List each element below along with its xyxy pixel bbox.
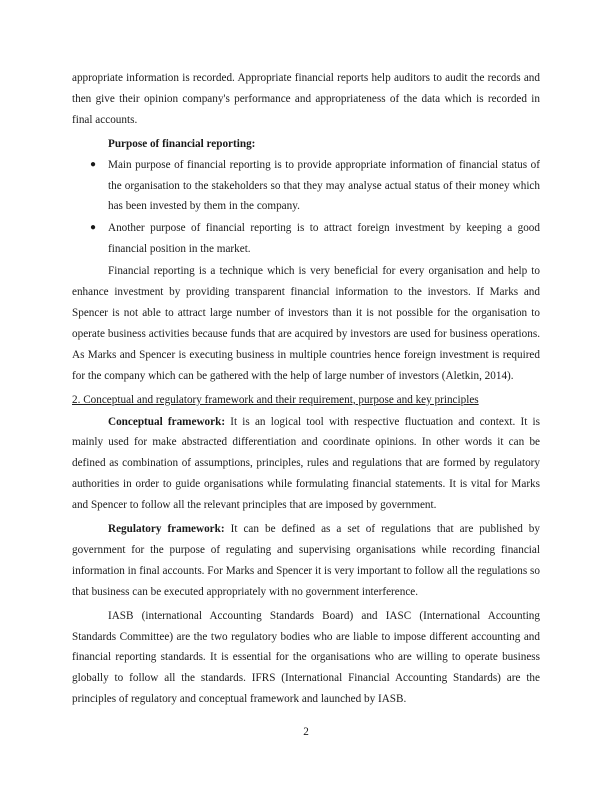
regulatory-framework-term: Regulatory framework: — [108, 523, 225, 536]
page-number: 2 — [303, 726, 309, 738]
purpose-bullet-list — [72, 155, 540, 261]
bullet-icon: ● — [90, 158, 97, 170]
bullet-text: Another purpose of financial reporting is to attract foreign investment by keeping a good financial position in the market. — [108, 222, 540, 256]
bullet-text: Main purpose of financial reporting is to provide appropriate information of financial status of the organisation to the stakeholders so that they may analyse actual status of their money which has been invested by them in the company. — [108, 158, 540, 213]
bullet-icon: ● — [90, 222, 97, 234]
list-item — [90, 218, 540, 260]
page-body — [72, 68, 540, 710]
iasb-paragraph: IASB (international Accounting Standards Board) and IASC (International Accounting Standards Committee) are the two regulatory bodies who are liable to impose different accounting and financial reporting standards. It is essential for the organisations who are willing to operate business globally to follow all the standards. IFRS (International Financial Accounting Standards) are the principles of regulatory and conceptual framework and launched by IASB. — [72, 609, 540, 706]
section-heading: 2. Conceptual and regulatory framework and their requirement, purpose and key principles — [72, 393, 479, 406]
conceptual-framework-term: Conceptual framework: — [108, 415, 226, 428]
technique-paragraph: Financial reporting is a technique which is very beneficial for every organisation and help to enhance investment by providing transparent financial information to the investors. If Marks and Spencer is not able to attract large number of investors than it is not possible for the organisation to operate business activities because funds that are acquired by investors are used for business operations. As Marks and Spencer is executing business in multiple countries hence foreign investment is required for the company which can be gathered with the help of large number of investors (Aletkin, 2014). — [72, 265, 540, 382]
purpose-heading: Purpose of financial reporting: — [108, 137, 256, 150]
intro-paragraph: appropriate information is recorded. Appropriate financial reports help auditors to audit the records and then give their opinion company's performance and appropriateness of the data which is recorded in final accounts. — [72, 72, 540, 126]
regulatory-framework-paragraph — [72, 519, 540, 603]
conceptual-framework-text: It is an logical tool with respective fluctuation and context. It is mainly used for make abstracted differentiation and coordinate opinions. In other words it can be defined as combination of assumptions, principles, rules and regulations that are formed by regulatory authorities in order to guide organisations while formulating financial statements. It is vital for Marks and Spencer to follow all the relevant principles that are imposed by government. — [72, 415, 541, 512]
list-item — [90, 155, 540, 218]
regulatory-framework-text: It can be defined as a set of regulations that are published by government for the purpose of regulating and supervising organisations while recording financial information in final accounts. For Marks and Spencer it is very important to follow all the regulations so that business can be executed appropriately with no government interference. — [72, 523, 540, 598]
conceptual-framework-paragraph — [72, 412, 540, 517]
